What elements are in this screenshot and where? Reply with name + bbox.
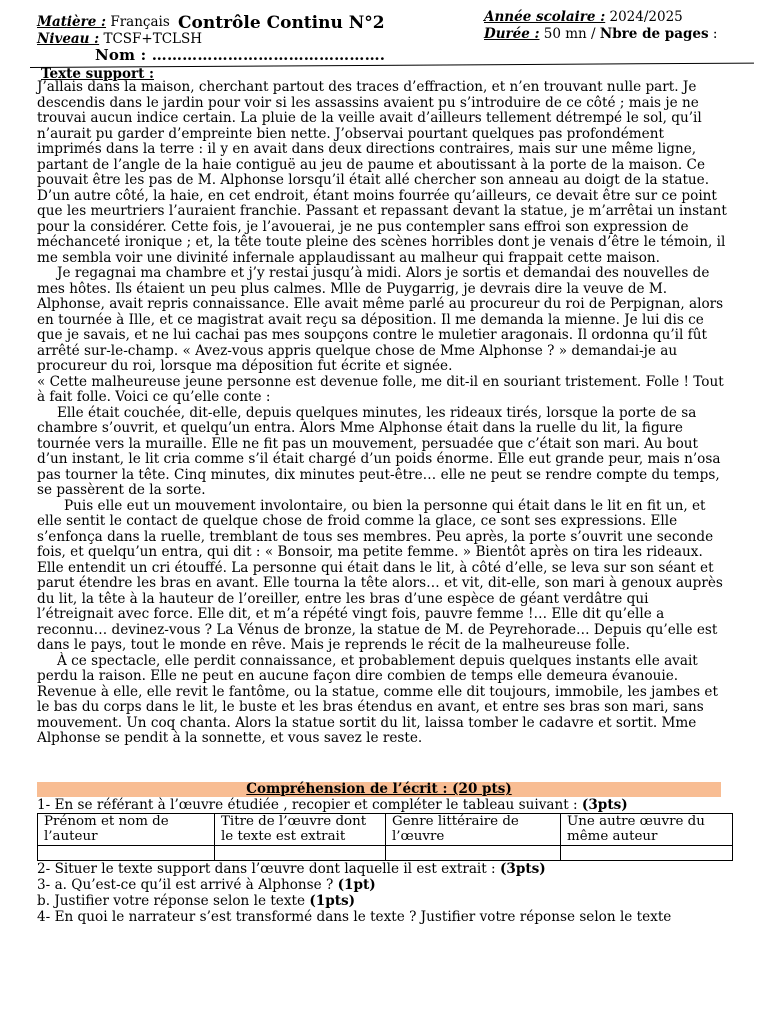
table-cell[interactable] xyxy=(215,846,386,861)
table-header-cell: Prénom et nom de l’auteur xyxy=(38,814,215,846)
niveau-value: TCSF+TCLSH xyxy=(99,31,203,47)
answer-table xyxy=(37,813,733,861)
paragraph-6: À ce spectacle, elle perdit connaissance, et probablement depuis quelques instants elle avait perdu la raison. Elle ne peut en aucune façon dire combien de temps elle demeura évanouie. Revenue à elle, elle revit le fantôme, ou la statue, comme elle dit toujours, immobile, les jambes et le bas du corps dans le lit, le buste et les bras étendus en avant, et entre ses bras son mari, sans mouvement. Un coq chanta. Alors la statue sortit du lit, laissa tomber le cadavre et sortit. Mme Alphonse se pendit à la sonnette, et vous savez le reste. xyxy=(37,652,718,746)
question-1 xyxy=(37,797,737,813)
question-1-text: 1- En se référant à l’œuvre étudiée , recopier et compléter le tableau suivant : xyxy=(37,797,582,813)
support-text xyxy=(37,80,727,747)
duree-value: 50 mn / xyxy=(539,26,600,42)
table-row xyxy=(38,846,733,861)
paragraph-3: « Cette malheureuse jeune personne est devenue folle, me dit-il en souriant tristement. Folle ! Tout à fait folle. Voici ce qu’elle conte : xyxy=(37,373,724,405)
comprehension-label: Compréhension de l’écrit : (20 pts) xyxy=(246,781,512,797)
annee-line xyxy=(484,9,717,26)
student-name-line: Nom : ………………………………………. xyxy=(95,46,386,64)
pages-suffix: : xyxy=(708,26,718,42)
page-title: Contrôle Continu N°2 xyxy=(178,13,385,33)
annee-label: Année scolaire : xyxy=(484,9,606,25)
question-3a-text: 3- a. Qu’est-ce qu’il est arrivé à Alphonse ? xyxy=(37,877,338,893)
pages-label: Nbre de pages xyxy=(599,26,709,42)
paragraph-2: Je regagnai ma chambre et j’y restai jusqu’à midi. Alors je sortis et demandai des nouvelles de mes hôtes. Ils étaient un peu plus calmes. Mlle de Puygarrig, je devrais dire la veuve de M. Alphonse, avait repris connaissance. Elle avait même parlé au procureur du roi de Perpignan, alors en tournée à Ille, et ce magistrat avait reçu sa déposition. Il me demanda la mienne. Je lui dis ce que je savais, et ne lui cachai pas mes soupçons contre le muletier aragonais. Il ordonna qu’il fût arrêté sur-le-champ. « Avez-vous appris quelque chose de Mme Alphonse ? » demandai-je au procureur du roi, lorsque ma déposition fut écrite et signée. xyxy=(37,265,724,374)
duree-line xyxy=(484,26,717,43)
comprehension-heading xyxy=(37,782,721,797)
table-header-cell: Titre de l’œuvre dont le texte est extrait xyxy=(215,814,386,846)
paragraph-5: Puis elle eut un mouvement involontaire, ou bien la personne qui était dans le lit en fit un, et elle sentit le contact de quelque chose de froid comme la glace, ce sont ses expressions. Elle s’enfonça dans la ruelle, tremblant de tous ses membres. Peu après, la porte s’ouvrit une seconde fois, et quelqu’un entra, qui dit : « Bonsoir, ma petite femme. » Bientôt après on tira les rideaux. Elle entendit un cri étouffé. La personne qui était dans le lit, à côté d’elle, se leva sur son séant et parut étendre les bras en avant. Elle tourna la tête alors… et vit, dit-elle, son mari à genoux auprès du lit, la tête à la hauteur de l’oreiller, entre les bras d’une espèce de géant verdâtre qui l’étreignait avec force. Elle dit, et m’a répété vingt fois, pauvre femme !… Elle dit qu’elle a reconnu… devinez-vous ? La Vénus de bronze, la statue de M. de Peyrehorade… Depuis qu’elle est dans le pays, tout le monde en rêve. Mais je reprends le récit de la malheureuse folle. xyxy=(37,497,723,653)
table-header-cell: Une autre œuvre du même auteur xyxy=(561,814,733,846)
question-3b xyxy=(37,893,737,909)
paragraph-1: J’allais dans la maison, cherchant partout des traces d’effraction, et n’en trouvant nulle part. Je descendis dans le jardin pour voir si les assassins avaient pu s’introduire de ce côté ; mais je ne trouvai aucun indice certain. La pluie de la veille avait d’ailleurs tellement détrempé le sol, qu’il n’aurait pu garder d’empreinte bien nette. J’observai pourtant quelques pas profondément imprimés dans la terre : il y en avait dans deux directions contraires, mais sur une même ligne, partant de l’angle de la haie contiguë au jeu de paume et aboutissant à la porte de la maison. Ce pouvait être les pas de M. Alphonse lorsqu’il était allé chercher son anneau au doigt de la statue. D’un autre côté, la haie, en cet endroit, étant moins fourrée qu’ailleurs, ce devait être sur ce point que les meurtriers l’auraient franchie. Passant et repassant devant la statue, je m’arrêtai un instant pour la considérer. Cette fois, je l’avouerai, je ne pus contempler sans effroi son expression de méchanceté ironique ; et, la tête toute pleine des scènes horribles dont je venais d’être le témoin, il me sembla voir une divinité infernale applaudissant au malheur qui frappait cette maison. xyxy=(37,79,727,266)
support-heading: Texte support : xyxy=(41,66,154,82)
question-4: 4- En quoi le narrateur s’est transformé dans le texte ? Justifier votre réponse selon le texte xyxy=(37,909,672,925)
matiere-label: Matière : xyxy=(37,14,107,30)
header-right xyxy=(484,9,717,43)
question-3a-points: (1pt) xyxy=(337,877,376,893)
niveau-label: Niveau : xyxy=(37,31,100,47)
paragraph-4: Elle était couchée, dit-elle, depuis quelques minutes, les rideaux tirés, lorsque la porte de sa chambre s’ouvrit, et quelqu’un entra. Alors Mme Alphonse était dans la ruelle du lit, la figure tournée vers la muraille. Elle ne fit pas un mouvement, persuadée que c’était son mari. Au bout d’un instant, le lit cria comme s’il était chargé d’un poids énorme. Elle eut grande peur, mais n’osa pas tourner la tête. Cinq minutes, dix minutes peut-être… elle ne peut se rendre compte du temps, se passèrent de la sorte. xyxy=(37,404,721,498)
question-3a xyxy=(37,877,737,893)
question-2 xyxy=(37,861,737,877)
duree-label: Durée : xyxy=(484,26,540,42)
matiere-value: Français xyxy=(106,14,170,30)
table-cell[interactable] xyxy=(386,846,561,861)
table-header-cell: Genre littéraire de l’œuvre xyxy=(386,814,561,846)
table-cell[interactable] xyxy=(561,846,733,861)
question-2-text: 2- Situer le texte support dans l’œuvre dont laquelle il est extrait : xyxy=(37,861,500,877)
table-cell[interactable] xyxy=(38,846,215,861)
question-2-points: (3pts) xyxy=(499,861,546,877)
question-1-points: (3pts) xyxy=(581,797,628,813)
annee-value: 2024/2025 xyxy=(605,9,683,25)
table-header-row xyxy=(38,814,733,846)
question-3b-points: (1pts) xyxy=(309,893,356,909)
question-3b-text: b. Justifier votre réponse selon le texte xyxy=(37,893,310,909)
